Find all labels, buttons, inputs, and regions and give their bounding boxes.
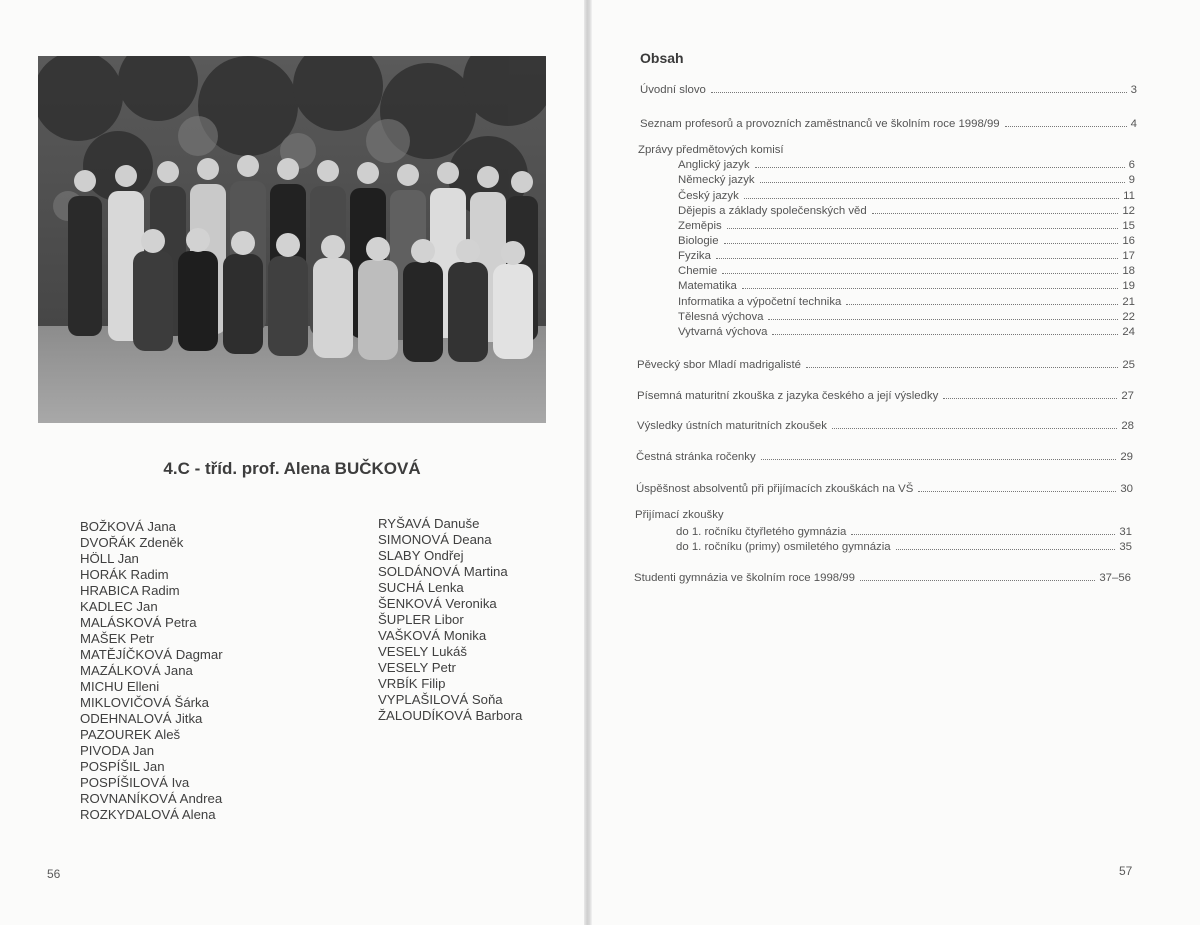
page-number-left: 56 (47, 867, 61, 881)
toc-entry-page: 28 (1121, 420, 1134, 432)
class-title: 4.C - tříd. prof. Alena BUČKOVÁ (163, 459, 421, 478)
student-list-column-1 (80, 519, 223, 823)
toc-entry-title: do 1. ročníku čtyřletého gymnázia (676, 526, 847, 538)
toc-entry-title: Studenti gymnázia ve školním roce 1998/99 (634, 572, 855, 584)
toc-entry-page: 3 (1130, 84, 1137, 96)
student-name: HORÁK Radim (80, 567, 169, 582)
toc-leader (806, 367, 1118, 368)
toc-entry (637, 420, 1134, 432)
toc-entry (678, 174, 1135, 186)
student-name: POSPÍŠIL Jan (80, 759, 165, 774)
toc-entry (637, 359, 1135, 371)
toc-leader (896, 549, 1116, 550)
toc-entry-title: Čestná stránka ročenky (636, 451, 756, 463)
page-number-right: 57 (1119, 864, 1133, 878)
toc-entry (636, 451, 1133, 463)
toc-leader (761, 459, 1117, 460)
toc-entry-page: 11 (1123, 190, 1135, 202)
student-name: MALÁSKOVÁ Petra (80, 615, 197, 630)
student-name: BOŽKOVÁ Jana (80, 519, 177, 534)
toc-leader (832, 428, 1117, 429)
student-name: VESELY Lukáš (378, 644, 467, 659)
toc-leader (918, 491, 1116, 492)
toc-entry (678, 250, 1135, 262)
toc-entry-title: Zeměpis (678, 220, 722, 232)
toc-entry (678, 280, 1135, 292)
student-name: ŽALOUDÍKOVÁ Barbora (378, 708, 523, 723)
toc-leader (722, 273, 1118, 274)
toc-entry-title: Anglický jazyk (678, 159, 750, 171)
toc-entry-page: 15 (1122, 220, 1135, 232)
toc-entry-title: Informatika a výpočetní technika (678, 296, 842, 308)
toc-entry (636, 483, 1133, 495)
student-name: ŠUPLER Libor (378, 612, 464, 627)
class-photo-image (38, 56, 546, 423)
student-name: MICHU Elleni (80, 679, 160, 694)
toc-leader (772, 334, 1118, 335)
student-name: SUCHÁ Lenka (378, 580, 464, 595)
toc-entry (678, 326, 1135, 338)
student-name: MATĚJÍČKOVÁ Dagmar (80, 647, 223, 662)
toc-entry-page: 19 (1122, 280, 1135, 292)
toc-section-label: Zprávy předmětových komisí (638, 144, 784, 156)
toc-entry (676, 526, 1132, 538)
toc-entry-page: 24 (1122, 326, 1135, 338)
toc-leader (760, 182, 1125, 183)
student-name: HÖLL Jan (80, 551, 139, 566)
toc-entry-page: 31 (1119, 526, 1132, 538)
toc-entry-title: Biologie (678, 235, 719, 247)
toc-entry-title: Český jazyk (678, 190, 739, 202)
class-photo (38, 56, 546, 423)
toc-entry-page: 4 (1130, 118, 1137, 130)
toc-entry-page: 17 (1122, 250, 1135, 262)
toc-entry (676, 541, 1132, 553)
student-list-column-2 (378, 516, 522, 724)
toc-leader (872, 213, 1119, 214)
toc-section-label: Přijímací zkoušky (635, 509, 724, 521)
toc-entry-page: 27 (1121, 390, 1134, 402)
toc-entry-title: Německý jazyk (678, 174, 755, 186)
toc-entry (678, 296, 1135, 308)
toc-leader (846, 304, 1118, 305)
student-name: RYŠAVÁ Danuše (378, 516, 480, 531)
toc-entry (678, 190, 1135, 202)
toc-entry-title: Matematika (678, 280, 737, 292)
toc-leader (724, 243, 1119, 244)
student-name: PIVODA Jan (80, 743, 155, 758)
toc-entry-page: 18 (1122, 265, 1135, 277)
toc-entry (640, 84, 1137, 96)
toc-entry-title: Fyzika (678, 250, 711, 262)
student-name: PAZOUREK Aleš (80, 727, 181, 742)
toc-entry-title: Pěvecký sbor Mladí madrigalisté (637, 359, 801, 371)
toc-entry-page: 21 (1122, 296, 1135, 308)
toc-leader (860, 580, 1095, 581)
toc-entry-page: 22 (1122, 311, 1135, 323)
toc-entry (678, 235, 1135, 247)
toc-entry-title: Výsledky ústních maturitních zkoušek (637, 420, 827, 432)
toc-entry (678, 159, 1135, 171)
toc-entry-title: Seznam profesorů a provozních zaměstnanců ve školním roce 1998/99 (640, 118, 1000, 130)
left-page (0, 0, 584, 925)
student-name: VAŠKOVÁ Monika (378, 628, 487, 643)
toc-entry-page: 25 (1122, 359, 1135, 371)
toc-entry-title: Úvodní slovo (640, 84, 706, 96)
student-name: SIMONOVÁ Deana (378, 532, 492, 547)
toc-entry-title: Dějepis a základy společenských věd (678, 205, 867, 217)
student-name: VRBÍK Filip (378, 676, 446, 691)
toc-leader (711, 92, 1127, 93)
toc-leader (716, 258, 1118, 259)
toc-entry-title: Tělesná výchova (678, 311, 764, 323)
toc-entry-title: do 1. ročníku (primy) osmiletého gymnázia (676, 541, 891, 553)
toc-leader (744, 198, 1119, 199)
toc-leader (727, 228, 1119, 229)
student-name: ODEHNALOVÁ Jitka (80, 711, 203, 726)
toc-entry-title: Písemná maturitní zkouška z jazyka českého a její výsledky (637, 390, 939, 402)
toc-entry-page: 30 (1120, 483, 1133, 495)
book-gutter (584, 0, 592, 925)
student-name: KADLEC Jan (80, 599, 158, 614)
toc-entry (634, 572, 1131, 584)
student-name: SLABY Ondřej (378, 548, 464, 563)
student-name: HRABICA Radim (80, 583, 180, 598)
toc-entry-page: 9 (1128, 174, 1135, 186)
toc-entry (637, 390, 1134, 402)
toc-entry-page: 6 (1128, 159, 1135, 171)
student-name: ROZKYDALOVÁ Alena (80, 807, 216, 822)
student-name: MAŠEK Petr (80, 631, 155, 646)
toc-entry (678, 265, 1135, 277)
student-name: MIKLOVIČOVÁ Šárka (80, 695, 209, 710)
toc-entry (678, 311, 1135, 323)
toc-entry-title: Úspěšnost absolventů při přijímacích zkouškách na VŠ (636, 483, 914, 495)
toc-entry-page: 12 (1122, 205, 1135, 217)
toc-entry (678, 205, 1135, 217)
toc-entry-page: 29 (1120, 451, 1133, 463)
toc-entry (640, 118, 1137, 130)
student-name: VESELY Petr (378, 660, 456, 675)
student-name: DVOŘÁK Zdeněk (80, 535, 184, 550)
student-name: SOLDÁNOVÁ Martina (378, 564, 508, 579)
toc-entry-title: Chemie (678, 265, 718, 277)
toc-entry-page: 16 (1122, 235, 1135, 247)
student-name: MAZÁLKOVÁ Jana (80, 663, 193, 678)
student-name: VYPLAŠILOVÁ Soňa (378, 692, 503, 707)
toc-entry (678, 220, 1135, 232)
toc-leader (943, 398, 1117, 399)
toc-leader (768, 319, 1118, 320)
toc-entry-title: Vytvarná výchova (678, 326, 768, 338)
toc-entry-page: 37–56 (1099, 572, 1131, 584)
toc-leader (851, 534, 1115, 535)
student-name: ŠENKOVÁ Veronika (378, 596, 497, 611)
toc-leader (1005, 126, 1127, 127)
toc-leader (742, 288, 1118, 289)
toc-heading: Obsah (640, 50, 684, 66)
toc-entry-page: 35 (1119, 541, 1132, 553)
student-name: ROVNANÍKOVÁ Andrea (80, 791, 223, 806)
student-name: POSPÍŠILOVÁ Iva (80, 775, 190, 790)
toc-leader (755, 167, 1125, 168)
